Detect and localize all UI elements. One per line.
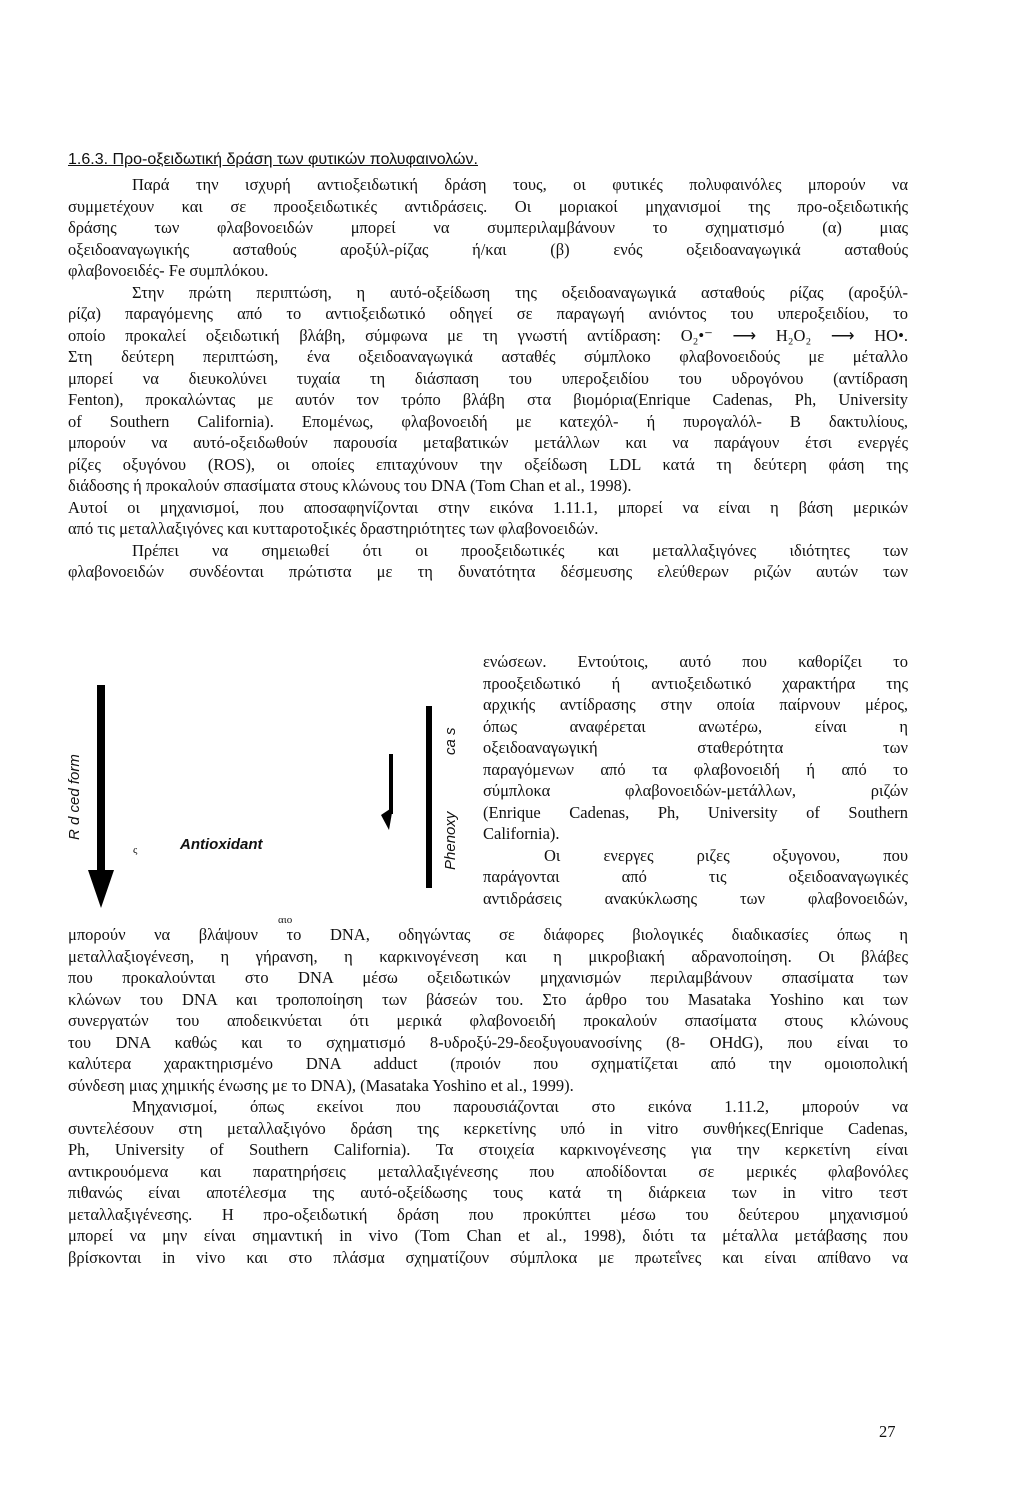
down-arrow-icon (88, 870, 114, 908)
text-line: δράσης των φλαβονοειδών μπορεί να συμπεριλαμβάνουν το σχηματισμό (α) μιας (68, 218, 908, 237)
text-line: οξειδοαναγωγικής ασταθούς αροξύλ-ρίζας ή/και (β) ενός οξειδοαναγωγικά ασταθούς (68, 239, 908, 259)
text-line: μεταλλαξιογένεση, η γήρανση, η καρκινογένεση και η μικροβιακή αδρανοποίηση. Οι βλάβες (68, 946, 908, 966)
bracket-icon (381, 807, 393, 830)
text-line: Οι ενεργες ριζες οξυγονου, που (544, 845, 908, 865)
text-line: μεταλλαξιγένεσης. Η προ-οξειδωτική δράση που προκύπτει μέσω του δεύτερου μηχανισμού (68, 1204, 908, 1224)
cas-label: ca s (442, 727, 459, 755)
text-line: καλύτερα χαρακτηρισμένο DNA adduct (προιόν που σχηματίζεται από την ομοιοπολική (68, 1054, 908, 1073)
text-line: διάδοσης ή προκαλούν σπασίματα στους κλώνους του DNA (Tom Chan et al., 1998). (68, 476, 632, 495)
text-line: California). (483, 824, 560, 843)
text-line: Πρέπει να σημειωθεί ότι οι προοξειδωτικές και μεταλλαξιγόνες ιδιότητες των (132, 540, 908, 560)
middle-bar (389, 754, 393, 814)
text-line: οξειδοαναγωγική σταθερότητα των (483, 738, 908, 757)
text-line: αντιδράσεις ανακύκλωσης των φλαβονοειδών, (483, 888, 908, 908)
text-line: του DNA καθώς και το σχηματισμό 8-υδροξύ-29-δεοξυγουανοσίνης (8- OHdG), που είναι το (68, 1032, 908, 1052)
text-line: συμμετέχουν και σε προοξειδωτικές αντιδράσεις. Οι μοριακοί μηχανισμοί της προ-οξειδωτικής (68, 196, 908, 216)
text-line: ενώσεων. Εντούτοις, αυτό που καθορίζει το (483, 652, 908, 671)
figure-fragment (66, 680, 480, 940)
phenoxy-bar (426, 706, 432, 888)
figure-shapes (70, 680, 480, 940)
text-line: Στη δεύτερη περιπτώση, ένα οξειδοαναγωγικά ασταθές σύμπλοκο φλαβονοειδούς με μέταλλο (68, 347, 908, 366)
text-line: Fenton), προκαλώντας με αυτόν τον τρόπο βλάβη στα βιομόρια(Enrique Cadenas, Ph, University (68, 390, 908, 409)
text-line: μπορούν να βλάψουν το DNA, οδηγώντας σε διάφορες βιολογικές διαδικασίες όπως η (68, 925, 908, 944)
text-line: από τις μεταλλαξιγόνες και κυτταροτοξικές δραστηριότητες των φλαβονοειδών. (68, 519, 599, 538)
small-text-fragment: αιο (278, 914, 293, 926)
text-line: βρίσκονται in vivo και στο πλάσμα σχηματίζουν σύμπλοκα με πρωτεΐνες και είναι απίθανο να (68, 1247, 908, 1267)
text-line: Παρά την ισχυρή αντιοξειδωτική δράση τους, οι φυτικές πολυφαινόλες μπορούν να (132, 175, 908, 194)
text-line: πιθανώς είναι αποτέλεσμα της αυτό-οξείδωσης τους κατά τη διάρκεια των in vitro τεστ (68, 1183, 908, 1202)
text-line: παράγονται από τις οξειδοαναγωγικές (483, 867, 908, 886)
text-line: οποίο προκαλεί οξειδωτική βλάβη, σύμφωνα με τη γνωστή αντίδραση: O₂•⁻ ⟶ H₂O₂ ⟶ HO•. (68, 325, 908, 345)
text-line: ρίζες οξυγόνου (ROS), οι οποίες επιταχύνουν την οξείδωση LDL κατά τη δεύτερη φάση της (68, 454, 908, 474)
text-line: μπορούν να αυτό-οξειδωθούν παρουσία μεταβατικών μετάλλων και να παράγουν έτσι ενεργές (68, 433, 908, 452)
text-line: φλαβονοειδές- Fe συμπλόκου. (68, 261, 269, 280)
text-line: (Enrique Cadenas, Ph, University of Southern (483, 802, 908, 822)
text-line: μπορεί να διευκολύνει τυχαία τη διάσπαση του υπεροξειδίου του υδρογόνου (αντίδραση (68, 368, 908, 388)
text-line: Μηχανισμοί, όπως εκείνοι που παρουσιάζονται στο εικόνα 1.11.2, μπορούν να (132, 1097, 908, 1116)
text-line: που προκαλούνται στο DNA μέσω οξειδωτικών μηχανισμών περιλαμβάνουν σπασίματα των (68, 968, 908, 987)
text-line: Ph, University of Southern California). Τα στοιχεία καρκινογένεσης για την κερκετίνη είναι (68, 1140, 908, 1159)
text-line: μπορεί να μην είναι σημαντική in vivo (Tom Chan et al., 1998), διότι τα μέταλλα μετάβασης που (68, 1226, 908, 1245)
text-line: φλαβονοειδών συνδέονται πρώτιστα με τη δυνατότητα δέσμευσης ελεύθερων ριζών αυτών των (68, 562, 908, 581)
text-line: σύνδεση μιας χημικής ένωσης με το DNA), (Masataka Yoshino et al., 1999). (68, 1075, 574, 1095)
antioxidant-label: Antioxidant (180, 836, 263, 853)
text-line: αρχικής αντίδρασης στην οποία παίρνουν μέρος, (483, 695, 908, 714)
phenoxy-label: Phenoxy (442, 811, 459, 870)
text-line: σύμπλοκα φλαβονοειδών-μετάλλων, ριζών (483, 781, 908, 800)
text-line: Αυτοί οι μηχανισμοί, που αποσαφηνίζονται στην εικόνα 1.11.1, μπορεί να είναι η βάση μερικών (68, 497, 908, 517)
text-line: αντικρουόμενα και παρατηρήσεις μεταλλαξιγένεσης που αποδίδονται σε μερικές φλαβονόλες (68, 1161, 908, 1181)
text-line: συντελέσουν στη μεταλλαξιγόνο δράση της κερκετίνης υπό in vitro συνθήκες(Enrique Cadenas, (68, 1118, 908, 1138)
text-line: συνεργατών του αποδεικνύεται ότι μερικά φλαβονοειδή προκαλούν σπασίματα στους κλώνους (68, 1011, 908, 1030)
arrow-fragment: ς (133, 844, 138, 856)
text-line: όπως αναφέρεται ανωτέρω, είναι η (483, 716, 908, 736)
reduced-form-label: R d ced form (66, 754, 83, 840)
text-line: προοξειδωτικό ή αντιοξειδωτικό χαρακτήρα της (483, 673, 908, 693)
page-number: 27 (879, 1422, 896, 1441)
text-line: Στην πρώτη περιπτώση, η αυτό-οξείδωση της οξειδοαναγωγικά ασταθούς ρίζας (αροξύλ- (132, 282, 908, 302)
text-line: παραγόμενων από τα φλαβονοειδή ή από το (483, 759, 908, 779)
heading: 1.6.3. Προ-οξειδωτική δράση των φυτικών πολυφαινολών. (68, 151, 478, 168)
reduced-form-bar (97, 685, 105, 875)
text-line: of Southern California). Επομένως, φλαβονοειδή με κατεχόλ- ή πυρογαλόλ- B δακτυλίους, (68, 411, 908, 431)
text-line: κλώνων του DNA και τροποποίηση των βάσεών του. Στο άρθρο του Masataka Yoshino και των (68, 989, 908, 1009)
text-line: ρίζα) παραγόμενης από το αντιοξειδωτικό οδηγεί σε παραγωγή ανιόντος του υπεροξειδίου, το (68, 304, 908, 323)
